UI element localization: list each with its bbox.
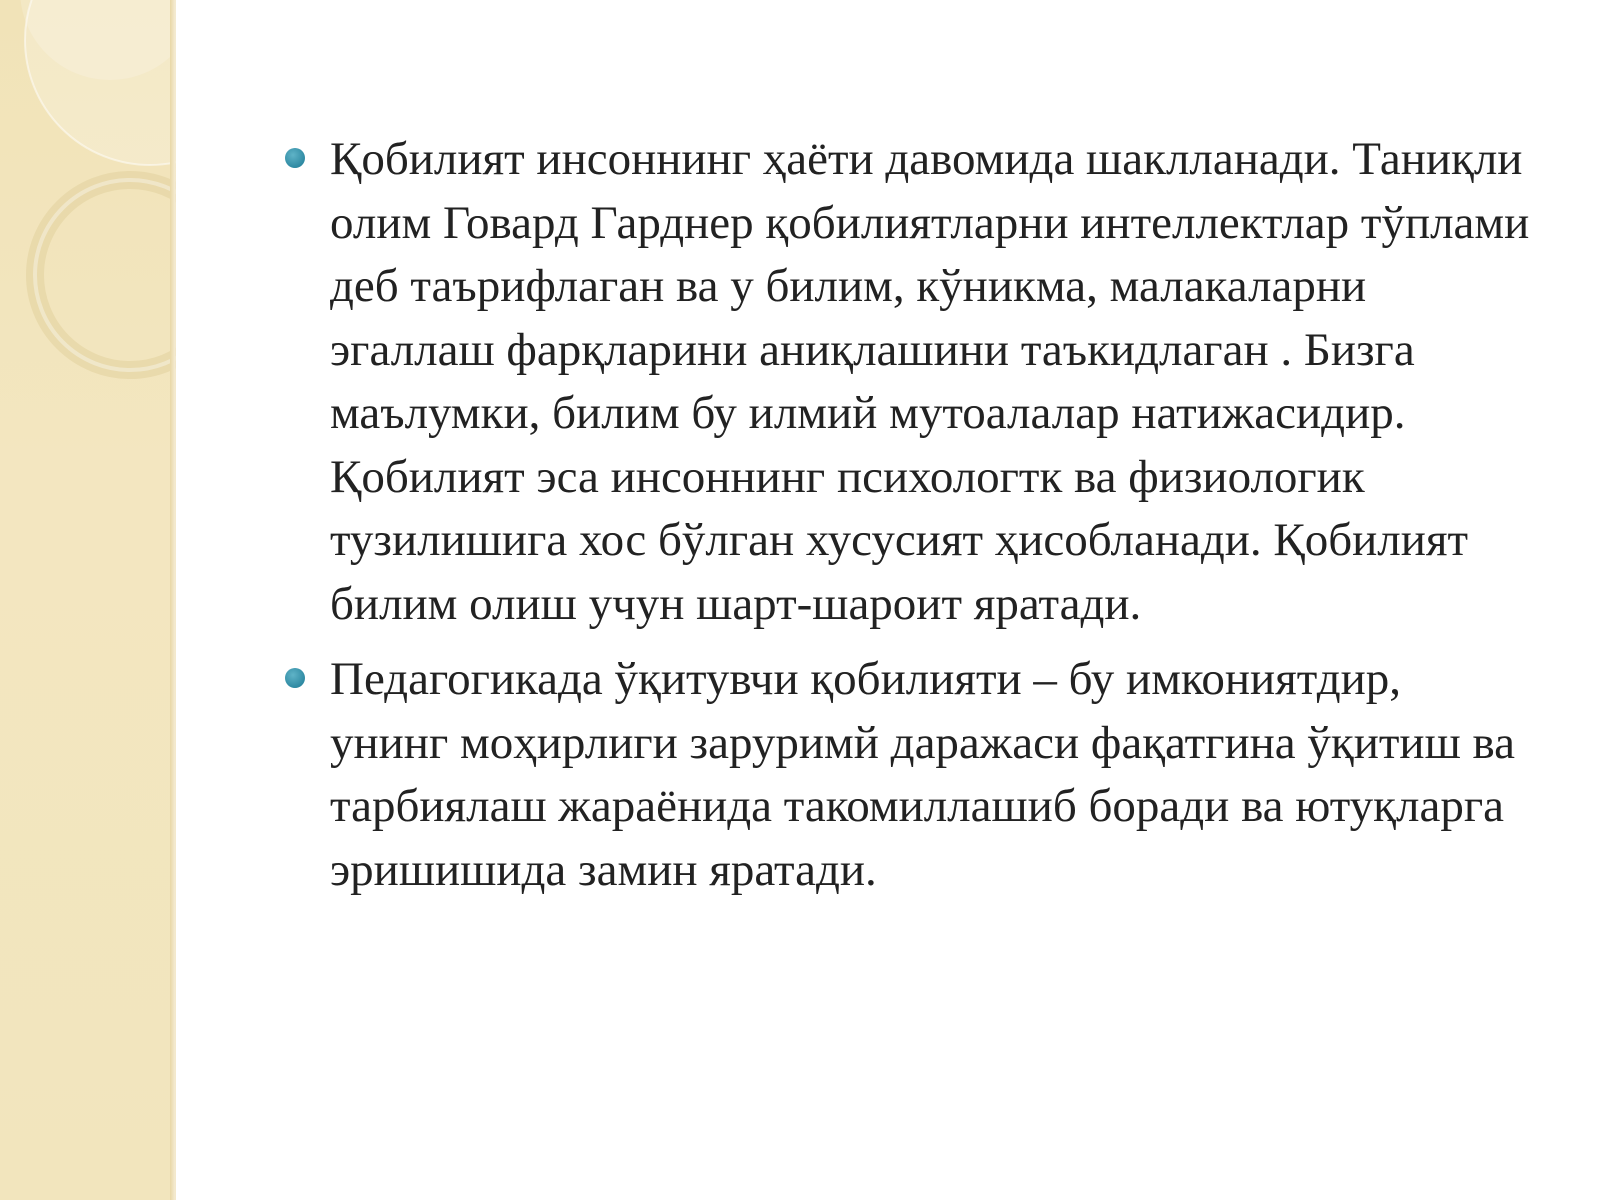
bullet-text: Қобилият инсоннинг ҳаёти давомида шаклланади. Таниқли олим Говард Гарднер қобилиятларни интеллектлар тўплами деб таърифлаган ва у билим, кўникма, малакаларни эгаллаш фарқларини аниқлашини таъкидлаган . Бизга маълумки, билим бу илмий мутоалалар натижасидир. Қобилият эса инсоннинг психологтк ва физиологик тузилишига хос бўлган хусусият ҳисобланади. Қобилият билим олиш учун шарт-шароит яратади. [330,133,1530,630]
bullet-list [280,128,1530,902]
slide-body [280,128,1530,914]
decorative-sidebar [0,0,176,1200]
bullet-item [280,128,1530,636]
bullet-item [280,648,1530,902]
bullet-dot-icon [285,668,305,688]
sidebar-edge [170,0,176,1200]
bullet-dot-icon [285,148,305,168]
bullet-text: Педагогикада ўқитувчи қобилияти – бу имкониятдир, унинг моҳирлиги заруримй даражаси фақатгина ўқитиш ва тарбиялаш жараёнида такомиллашиб боради ва ютуқларга эришишида замин яратади. [330,653,1515,896]
sidebar-circles-decoration [0,0,176,1200]
